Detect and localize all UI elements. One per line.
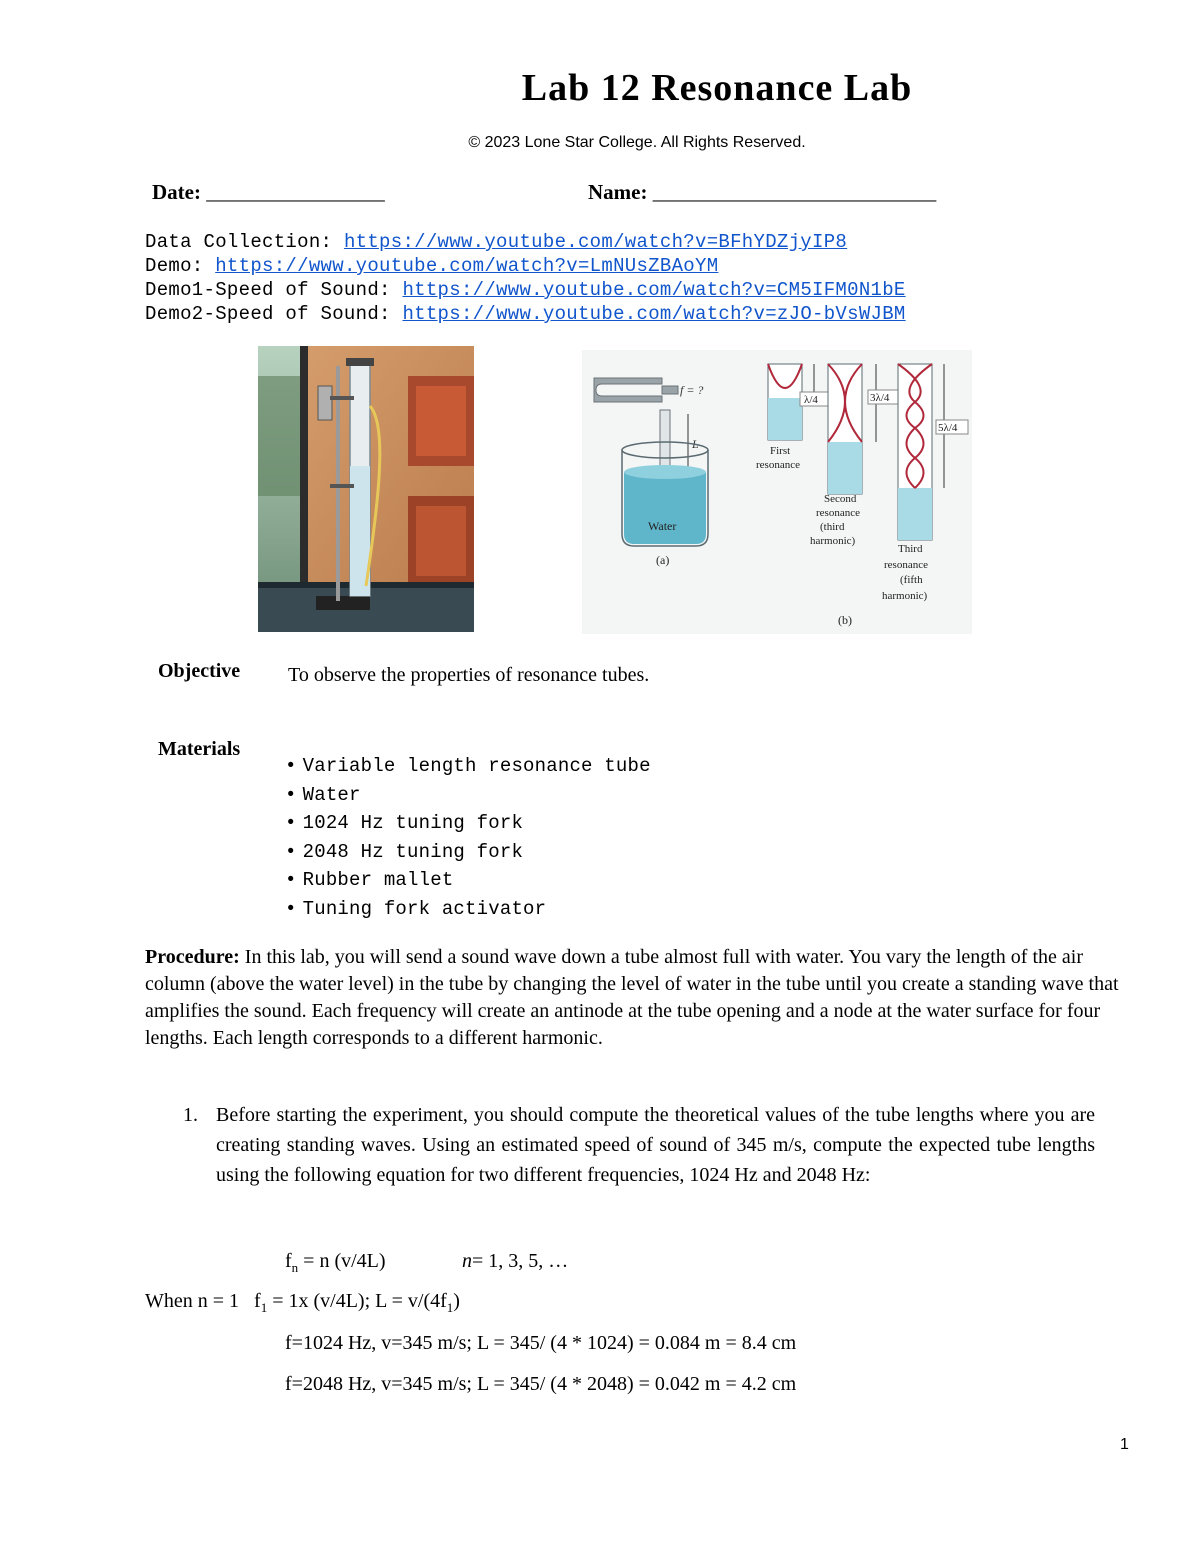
svg-text:(third: (third <box>820 521 845 533</box>
link-demo1-speed-of-sound[interactable]: https://www.youtube.com/watch?v=CM5IFM0N1bE <box>402 279 906 301</box>
step-1 <box>183 1100 1095 1190</box>
name-field[interactable] <box>588 180 936 205</box>
link-row-data-collection: Data Collection: https://www.youtube.com/watch?v=BFhYDZjyIP8 <box>145 231 848 253</box>
materials-list <box>285 752 651 923</box>
link-demo[interactable]: https://www.youtube.com/watch?v=LmNUsZBAoYM <box>215 255 719 277</box>
date-label: Date: <box>152 180 201 204</box>
second-resonance-tube <box>828 364 862 494</box>
name-label: Name: <box>588 180 648 204</box>
svg-text:resonance: resonance <box>816 507 860 519</box>
step-text: Before starting the experiment, you should compute the theoretical values of the tube lengths where you are creating standing waves. Using an estimated speed of sound of 345 m/s, compute the expected tube lengths using the following equation for two different frequencies, 1024 Hz and 2048 Hz: <box>216 1104 1095 1186</box>
svg-text:First: First <box>770 445 791 457</box>
step-number: 1. <box>183 1104 198 1126</box>
name-blank: ___________________________ <box>652 180 937 204</box>
svg-text:resonance: resonance <box>884 559 928 571</box>
length-label: L <box>692 437 699 451</box>
page-title: Lab 12 Resonance Lab <box>521 67 913 109</box>
list-item: • Rubber mallet <box>285 866 651 895</box>
objective-text: To observe the properties of resonance tubes. <box>288 664 650 686</box>
list-item: • Tuning fork activator <box>285 895 651 924</box>
svg-text:(fifth: (fifth <box>900 574 923 586</box>
svg-text:Third: Third <box>898 543 923 555</box>
main-equation: $f_n = n$ (v/4L) <box>285 1250 386 1275</box>
svg-text:harmonic): harmonic) <box>810 535 856 547</box>
list-item: • Water <box>285 781 651 810</box>
objective-label: Objective <box>158 660 241 682</box>
materials-label: Materials <box>158 738 241 760</box>
procedure-text: In this lab, you will send a sound wave down a tube almost full with water. You vary the length of the air column (above the water level) in the tube by changing the level of water in the tube until you create a standing wave that amplifies the sound. Each frequency will create an antinode at the tube opening and a node at the water surface for four lengths. Each length corresponds to a different harmonic. <box>145 946 1119 1049</box>
third-resonance-tube <box>898 364 932 540</box>
calculation-2048: f=2048 Hz, v=345 m/s; L = 345/ (4 * 2048) = 0.042 m = 4.2 cm <box>285 1373 797 1395</box>
procedure-label: Procedure: <box>145 946 240 968</box>
first-resonance-tube <box>768 357 802 440</box>
link-row-demo1: Demo1-Speed of Sound: https://www.youtube.com/watch?v=CM5IFM0N1bE <box>145 279 906 301</box>
when-n-equals-1: When n = 1 $f_1 = 1x$ (v/4L); $L = v/(4f_1)$ <box>145 1290 460 1315</box>
link-demo2-speed-of-sound[interactable]: https://www.youtube.com/watch?v=zJO-bVsWJBM <box>402 303 906 325</box>
svg-text:resonance: resonance <box>756 459 800 471</box>
harmonic-values: n= 1, 3, 5, … <box>462 1250 569 1272</box>
caption-b: (b) <box>838 613 852 627</box>
water-label: Water <box>648 519 677 533</box>
list-item: • Variable length resonance tube <box>285 752 651 781</box>
svg-text:harmonic): harmonic) <box>882 590 928 602</box>
resonance-tube-photo <box>258 346 474 632</box>
copyright-notice: © 2023 Lone Star College. All Rights Reserved. <box>468 134 806 151</box>
list-item: • 2048 Hz tuning fork <box>285 838 651 867</box>
date-blank: _________________ <box>206 180 385 204</box>
lambda-1-label: λ/4 <box>804 394 818 406</box>
video-links <box>145 230 906 326</box>
fork-label: f = ? <box>680 383 704 397</box>
svg-text:Second: Second <box>824 493 857 505</box>
lambda-5-label: 5λ/4 <box>938 422 958 434</box>
link-row-demo2: Demo2-Speed of Sound: https://www.youtube.com/watch?v=zJO-bVsWJBM <box>145 303 906 325</box>
link-row-demo: Demo: https://www.youtube.com/watch?v=LmNUsZBAoYM <box>145 255 719 277</box>
caption-a: (a) <box>656 553 670 567</box>
date-field[interactable] <box>152 180 385 205</box>
lambda-3-label: 3λ/4 <box>870 392 890 404</box>
resonance-diagram <box>582 350 972 634</box>
page-number: 1 <box>1120 1436 1129 1453</box>
list-item: • 1024 Hz tuning fork <box>285 809 651 838</box>
calculation-1024: f=1024 Hz, v=345 m/s; L = 345/ (4 * 1024) = 0.084 m = 8.4 cm <box>285 1332 797 1354</box>
link-data-collection[interactable]: https://www.youtube.com/watch?v=BFhYDZjyIP8 <box>343 231 848 253</box>
procedure-paragraph <box>145 944 1135 1052</box>
